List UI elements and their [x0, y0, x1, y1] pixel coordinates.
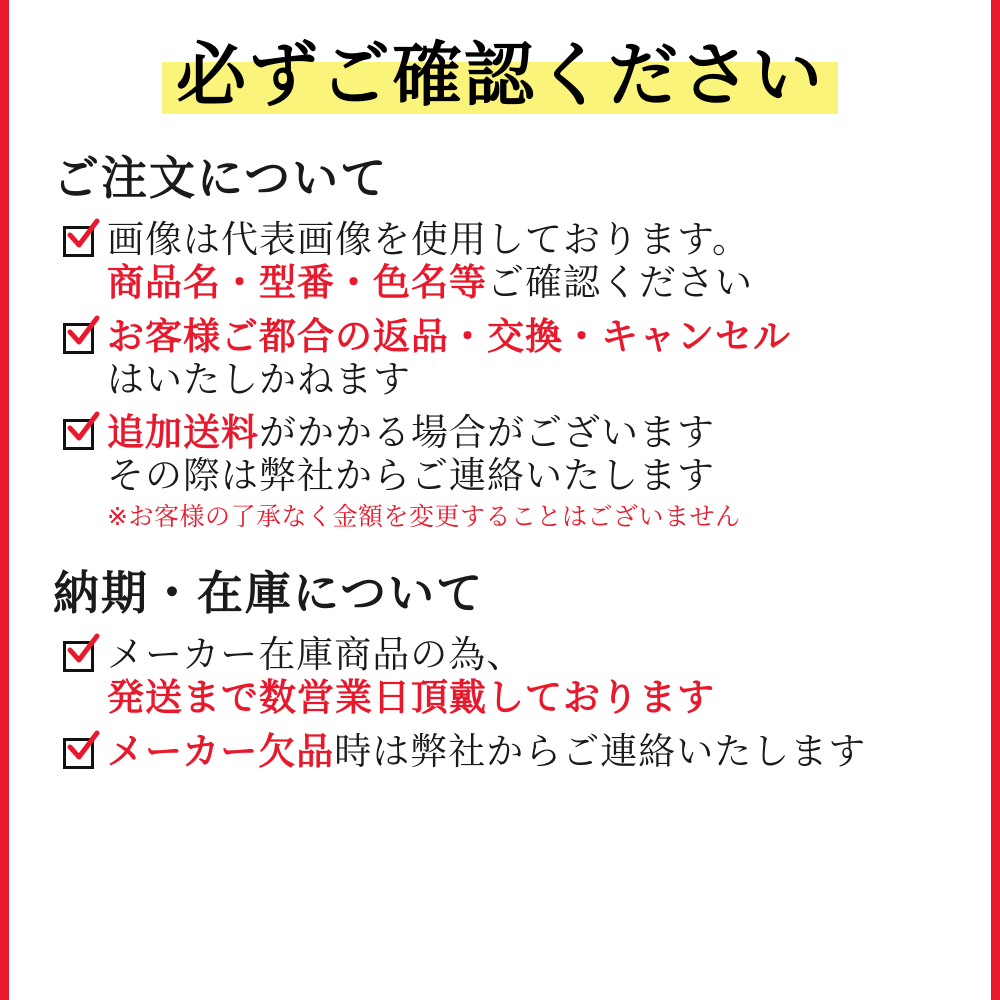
- checkbox-checked-icon: [61, 222, 101, 262]
- item-line: [107, 218, 961, 261]
- plain-text: 画像は代表画像を使用しております。: [107, 218, 751, 261]
- plain-text: がかかる場合がございます: [259, 411, 715, 455]
- list-item: [61, 633, 961, 720]
- item-line: [107, 261, 961, 304]
- item-text: [107, 218, 961, 305]
- plain-text: その際は弊社からご連絡いたします: [107, 454, 715, 498]
- plain-text: メーカー在庫商品の為、: [107, 632, 525, 676]
- item-text: [107, 633, 961, 720]
- list-item: [61, 218, 961, 305]
- plain-text: 時は弊社からご連絡いたします: [334, 729, 867, 773]
- page-title-text: 必ずご確認ください: [176, 34, 824, 116]
- section-heading: ご注文について: [53, 151, 389, 205]
- item-text: [107, 315, 961, 402]
- item-text: [107, 730, 961, 773]
- list-item: [61, 730, 961, 774]
- emphasis-text: お客様ご都合の返品・交換・キャンセル: [107, 314, 791, 358]
- list-item: [61, 315, 961, 402]
- item-line: [107, 315, 961, 358]
- emphasis-text: 商品名・型番・色名等: [107, 261, 487, 305]
- item-line: [107, 676, 961, 719]
- item-line: [107, 411, 961, 454]
- item-line: [107, 358, 961, 401]
- notice-content: [9, 0, 991, 1000]
- page-title: [39, 34, 961, 120]
- emphasis-text: 発送まで数営業日頂戴しております: [107, 676, 715, 720]
- emphasis-text: メーカー欠品: [107, 729, 335, 773]
- item-note: ※お客様の了承なく金額を変更することはございません: [107, 501, 741, 531]
- section-heading: 納期・在庫について: [53, 565, 485, 620]
- plain-text: ご確認ください: [487, 261, 753, 305]
- item-line: [107, 730, 961, 773]
- sections-container: [39, 142, 961, 774]
- item-text: [107, 411, 961, 531]
- list-item: [61, 411, 961, 531]
- checkbox-checked-icon: [61, 319, 101, 359]
- plain-text: はいたしかねます: [107, 357, 411, 401]
- checkbox-checked-icon: [61, 637, 101, 677]
- checkbox-checked-icon: [61, 415, 101, 455]
- checkbox-checked-icon: [61, 734, 101, 774]
- emphasis-text: 追加送料: [107, 411, 259, 455]
- item-line: [107, 454, 961, 497]
- item-line: [107, 633, 961, 676]
